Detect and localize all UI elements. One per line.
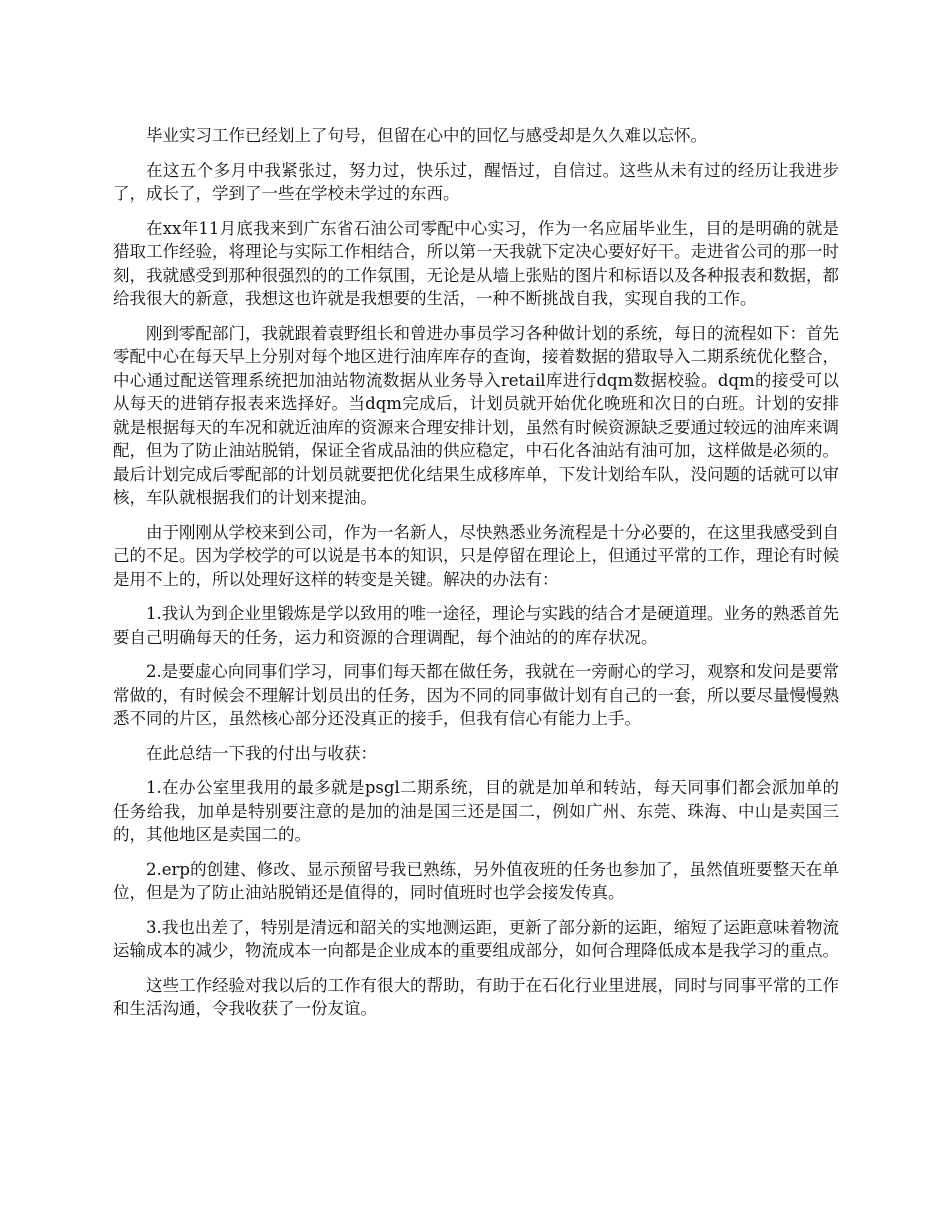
paragraph-8: 在此总结一下我的付出与收获： <box>146 743 377 763</box>
paragraph-6: 1.我认为到企业里锻炼是学以致用的唯一途径，理论与实践的结合才是硬道理。业务的熟悉首先要自己明确每天的任务，运力和资源的合理调配，每个油站的的库存状况。 <box>113 604 839 647</box>
paragraph-7: 2.是要虚心向同事们学习，同事们每天都在做任务，我就在一旁耐心的学习，观察和发问是要常常做的，有时候会不理解计划员出的任务，因为不同的同事做计划有自己的一套，所以要尽量慢慢熟悉不同的片区，虽然核心部分还没真正的接手，但我有信心有能力上手。 <box>113 662 839 728</box>
paragraph-9: 1.在办公室里我用的最多就是psgl二期系统，目的就是加单和转站，每天同事们都会派加单的任务给我，加单是特别要注意的是加的油是国三还是国二，例如广州、东莞、珠海、中山是卖国三的，其他地区是卖国二的。 <box>113 778 839 844</box>
paragraph-12: 这些工作经验对我以后的工作有很大的帮助，有助于在石化行业里进展，同时与同事平常的工作和生活沟通，令我收获了一份友谊。 <box>113 975 839 1018</box>
paragraph-4: 刚到零配部门，我就跟着袁野组长和曾进办事员学习各种做计划的系统，每日的流程如下：首先零配中心在每天早上分别对每个地区进行油库库存的查询，接着数据的猎取导入二期系统优化整合，中心通过配送管理系统把加油站物流数据从业务导入retail库进行dqm数据校验。dqm的接受可以从每天的进销存报表来选择好。当dqm完成后，计划员就开始优化晚班和次日的白班。计划的安排就是根据每天的车况和就近油库的资源来合理安排计划，虽然有时候资源缺乏要通过较远的油库来调配，但为了防止油站脱销，保证全省成品油的供应稳定，中石化各油站有油可加，这样做是必须的。最后计划完成后零配部的计划员就要把优化结果生成移库单，下发计划给车队，没问题的话就可以审核，车队就根据我们的计划来提油。 <box>113 323 839 507</box>
paragraph-2: 在这五个多月中我紧张过，努力过，快乐过，醒悟过，自信过。这些从未有过的经历让我进步了，成长了，学到了一些在学校未学过的东西。 <box>113 160 839 203</box>
document-body <box>113 124 839 1032</box>
paragraph-11: 3.我也出差了，特别是清远和韶关的实地测运距，更新了部分新的运距，缩短了运距意味着物流运输成本的减少，物流成本一向都是企业成本的重要组成部分，如何合理降低成本是我学习的重点。 <box>113 917 839 960</box>
paragraph-3: 在xx年11月底我来到广东省石油公司零配中心实习，作为一名应届毕业生，目的是明确的就是猎取工作经验，将理论与实际工作相结合，所以第一天我就下定决心要好好干。走进省公司的那一时刻，我就感受到那种很强烈的的工作氛围，无论是从墙上张贴的图片和标语以及各种报表和数据，都给我很大的新意，我想这也许就是我想要的生活，一种不断挑战自我，实现自我的工作。 <box>113 218 839 308</box>
paragraph-5: 由于刚刚从学校来到公司，作为一名新人，尽快熟悉业务流程是十分必要的，在这里我感受到自己的不足。因为学校学的可以说是书本的知识，只是停留在理论上，但通过平常的工作，理论有时候是用不上的，所以处理好这样的转变是关键。解决的办法有： <box>113 522 839 589</box>
paragraph-10: 2.erp的创建、修改、显示预留号我已熟练，另外值夜班的任务也参加了，虽然值班要整天在单位，但是为了防止油站脱销还是值得的，同时值班时也学会接发传真。 <box>113 859 839 902</box>
paragraph-1: 毕业实习工作已经划上了句号，但留在心中的回忆与感受却是久久难以忘怀。 <box>146 126 707 145</box>
